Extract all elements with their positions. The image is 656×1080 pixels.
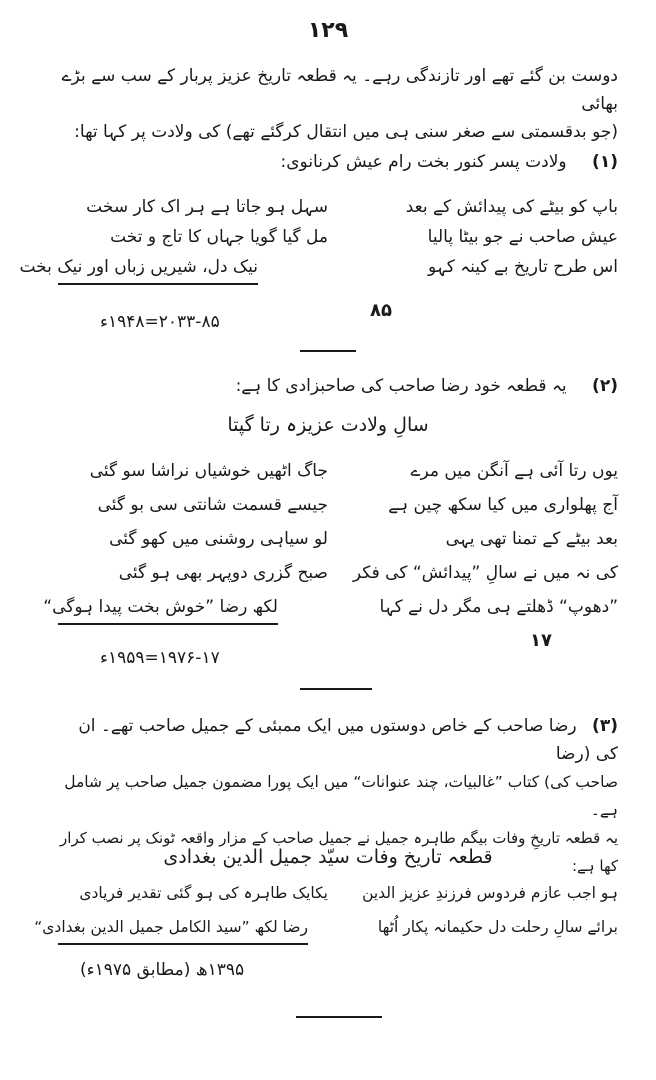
verse-left: سہل ہو جاتا ہے ہر اک کار سخت — [86, 197, 328, 217]
section2-number: (۲) — [592, 376, 618, 396]
intro-line: دوست بن گئے تھے اور تازندگی رہے۔ یہ قطعہ تاریخ عزیز پربار کے سب سے بڑے بھائی — [61, 66, 618, 114]
verse-left-underlined: نیک دل، شیریں زباں اور نیک بخت — [58, 252, 258, 285]
section2-verses — [43, 456, 618, 626]
intro-paragraph — [58, 62, 618, 146]
section1-heading-text: ولادت پسر کنور بخت رام عیش کرنانوی: — [280, 152, 567, 172]
section1-verses — [19, 192, 618, 282]
section2-heading — [58, 372, 618, 400]
verse-right: عیش صاحب نے جو بیٹا پالیا — [427, 227, 618, 247]
verse-row — [58, 524, 618, 558]
verse-row — [58, 558, 618, 592]
section3-calculation: ۱۳۹۵ھ (مطابق ۱۹۷۵ء) — [80, 960, 245, 980]
verse-row — [43, 592, 618, 626]
intro-line: (جو بدقسمتی سے صغر سنی ہی میں انتقال کرگئے تھے) کی ولادت پر کہا تھا: — [74, 122, 618, 142]
verse-row — [34, 912, 618, 946]
verse-right: برائے سالِ رحلت دل حکیمانہ پکار اُٹھا — [377, 918, 618, 936]
section2-abjad-digits: ۱۷ — [530, 630, 552, 651]
verse-left: لو سیاہی روشنی میں کھو گئی — [109, 529, 328, 549]
section1-calculation: ۲۰۳۳-۸۵=۱۹۴۸ء — [100, 312, 220, 332]
section1-heading — [58, 148, 618, 176]
section3-line: یہ قطعہ تاریخِ وفات بیگم طاہرہ جمیل نے جمیل صاحب کے مزار واقعہ ٹونک پر نصب کرار کھا ہے: — [60, 829, 618, 875]
section3-line — [58, 712, 618, 768]
section3-verses — [34, 878, 618, 946]
verse-left: جاگ اٹھیں خوشیاں نراشا سو گئی — [89, 461, 328, 481]
verse-row — [19, 252, 618, 282]
verse-left: صبح گزری دوپہر بھی ہو گئی — [118, 563, 328, 583]
verse-right: کی نہ میں نے سالِ ”پیدائش“ کی فکر — [352, 563, 618, 583]
verse-left: یکایک طاہرہ کی ہو گئی تقدیر فریادی — [79, 884, 328, 902]
verse-right: بعد بیٹے کے تمنا تھی یہی — [445, 529, 618, 549]
verse-right: ہو اجب عازم فردوس فرزندِ عزیز الدین — [362, 884, 618, 902]
verse-left-underlined: رضا لکھ ”سید الکامل جمیل الدین بغدادی“ — [58, 912, 308, 945]
section2-calculation: ۱۹۷۶-۱۷=۱۹۵۹ء — [100, 648, 220, 668]
section1-abjad-digits: ۸۵ — [370, 300, 392, 321]
section2-heading-text: یہ قطعہ خود رضا صاحب کی صاحبزادی کا ہے: — [235, 376, 567, 396]
verse-right: باپ کو بیٹے کی پیدائش کے بعد — [405, 197, 618, 217]
section3-number: (۳) — [592, 716, 618, 736]
section1-number: (۱) — [592, 152, 618, 172]
verse-row — [58, 456, 618, 490]
verse-row — [58, 222, 618, 252]
verse-left-underlined: لکھ رضا ”خوش بخت پیدا ہوگی“ — [58, 592, 278, 625]
verse-left: مل گیا گویا جہاں کا تاج و تخت — [110, 227, 328, 247]
section3-title: قطعہ تاریخ وفات سیّد جمیل الدین بغدادی — [163, 846, 493, 868]
page-number: ۱۲۹ — [307, 18, 349, 43]
divider — [296, 1016, 382, 1018]
section3-line: صاحب کی) کتاب ”غالبیات، چند عنوانات“ میں ایک پورا مضمون جمیل صاحب پر شامل ہے۔ — [64, 773, 618, 819]
verse-right: ”دھوپ“ ڈھلتے ہی مگر دل نے کہا — [379, 597, 618, 617]
verse-right: آج پھلواری میں کیا سکھ چین ہے — [388, 495, 618, 515]
verse-right: اس طرح تاریخ بے کینہ کہو — [427, 257, 618, 277]
verse-row — [58, 192, 618, 222]
verse-right: یوں رتا آئی ہے آنگن میں مرے — [410, 461, 618, 481]
verse-row — [58, 878, 618, 912]
section3-line-text: رضا صاحب کے خاص دوستوں میں ایک ممبئی کے جمیل صاحب تھے۔ ان کی (رضا — [78, 716, 618, 764]
divider — [300, 350, 356, 352]
verse-row — [58, 490, 618, 524]
divider — [300, 688, 372, 690]
verse-left: جیسے قسمت شانتی سی بو گئی — [97, 495, 328, 515]
section2-title: سالِ ولادت عزیزہ رتا گپتا — [227, 414, 429, 436]
